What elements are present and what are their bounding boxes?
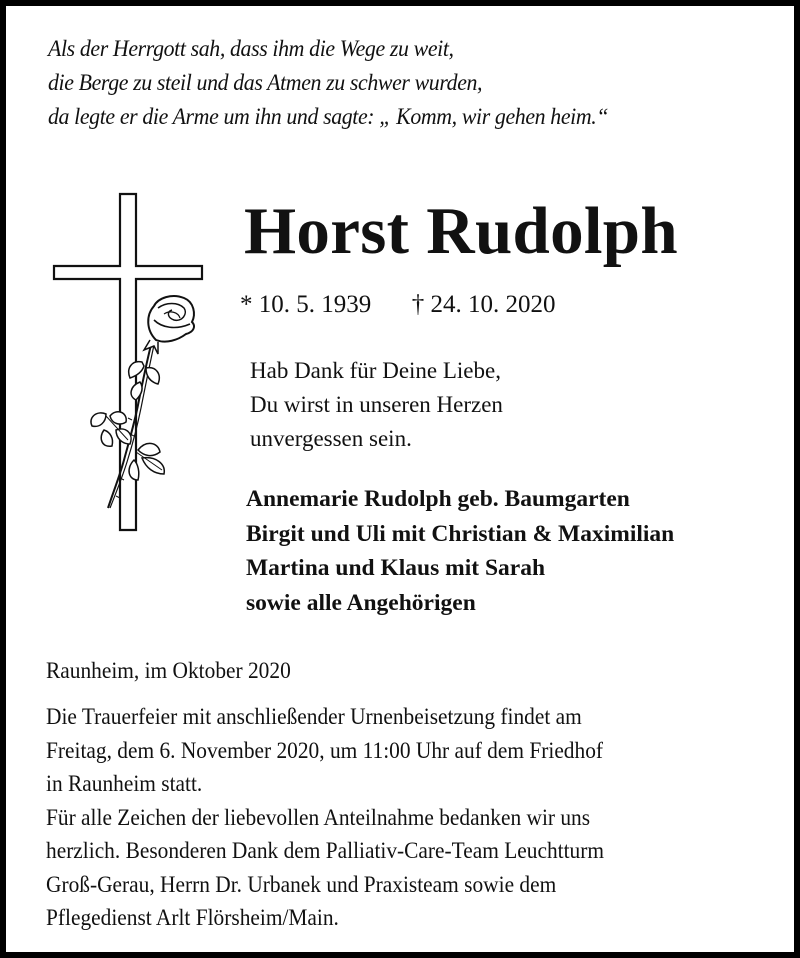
obituary-notice (6, 6, 794, 952)
quote-line: Als der Herrgott sah, dass ihm die Wege zu weit, (48, 36, 454, 61)
quote-line: die Berge zu steil und das Atmen zu schwer wurden, (48, 70, 483, 95)
birth-star-icon: * (240, 291, 253, 318)
info-line: Groß-Gerau, Herrn Dr. Urbanek und Praxisteam sowie dem (46, 871, 557, 897)
life-dates (240, 288, 556, 322)
mourner-line: Martina und Klaus mit Sarah (246, 555, 546, 581)
death-dagger-icon: † (411, 291, 425, 318)
mourners-list (246, 482, 674, 620)
deceased-name: Horst Rudolph (244, 194, 678, 268)
cross-with-rose-icon (46, 190, 216, 540)
verse-line: Hab Dank für Deine Liebe, (250, 358, 501, 383)
opening-quote (48, 32, 608, 134)
verse-line: Du wirst in unseren Herzen (250, 392, 503, 417)
quote-line: da legte er die Arme um ihn und sagte: „ Komm, wir gehen heim.“ (48, 104, 609, 129)
info-line: Die Trauerfeier mit anschließender Urnenbeisetzung findet am (46, 704, 582, 729)
place-and-date: Raunheim, im Oktober 2020 (46, 658, 291, 683)
memorial-verse (250, 354, 503, 456)
mourner-line: Annemarie Rudolph geb. Baumgarten (246, 486, 630, 512)
mourner-line: sowie alle Angehörigen (246, 589, 476, 616)
funeral-information (46, 700, 604, 935)
info-line: in Raunheim statt. (46, 771, 203, 796)
info-line: Pflegedienst Arlt Flörsheim/Main. (46, 905, 339, 930)
mourner-line: Birgit und Uli mit Christian & Maximilian (246, 520, 675, 547)
verse-line: unvergessen sein. (250, 426, 412, 451)
info-line: herzlich. Besonderen Dank dem Palliativ-Care-Team Leuchtturm (46, 838, 604, 863)
death-date: 24. 10. 2020 (430, 291, 556, 318)
info-line: Freitag, dem 6. November 2020, um 11:00 Uhr auf dem Friedhof (46, 737, 604, 763)
info-line: Für alle Zeichen der liebevollen Anteilnahme bedanken wir uns (46, 804, 591, 830)
birth-date: 10. 5. 1939 (258, 291, 372, 318)
